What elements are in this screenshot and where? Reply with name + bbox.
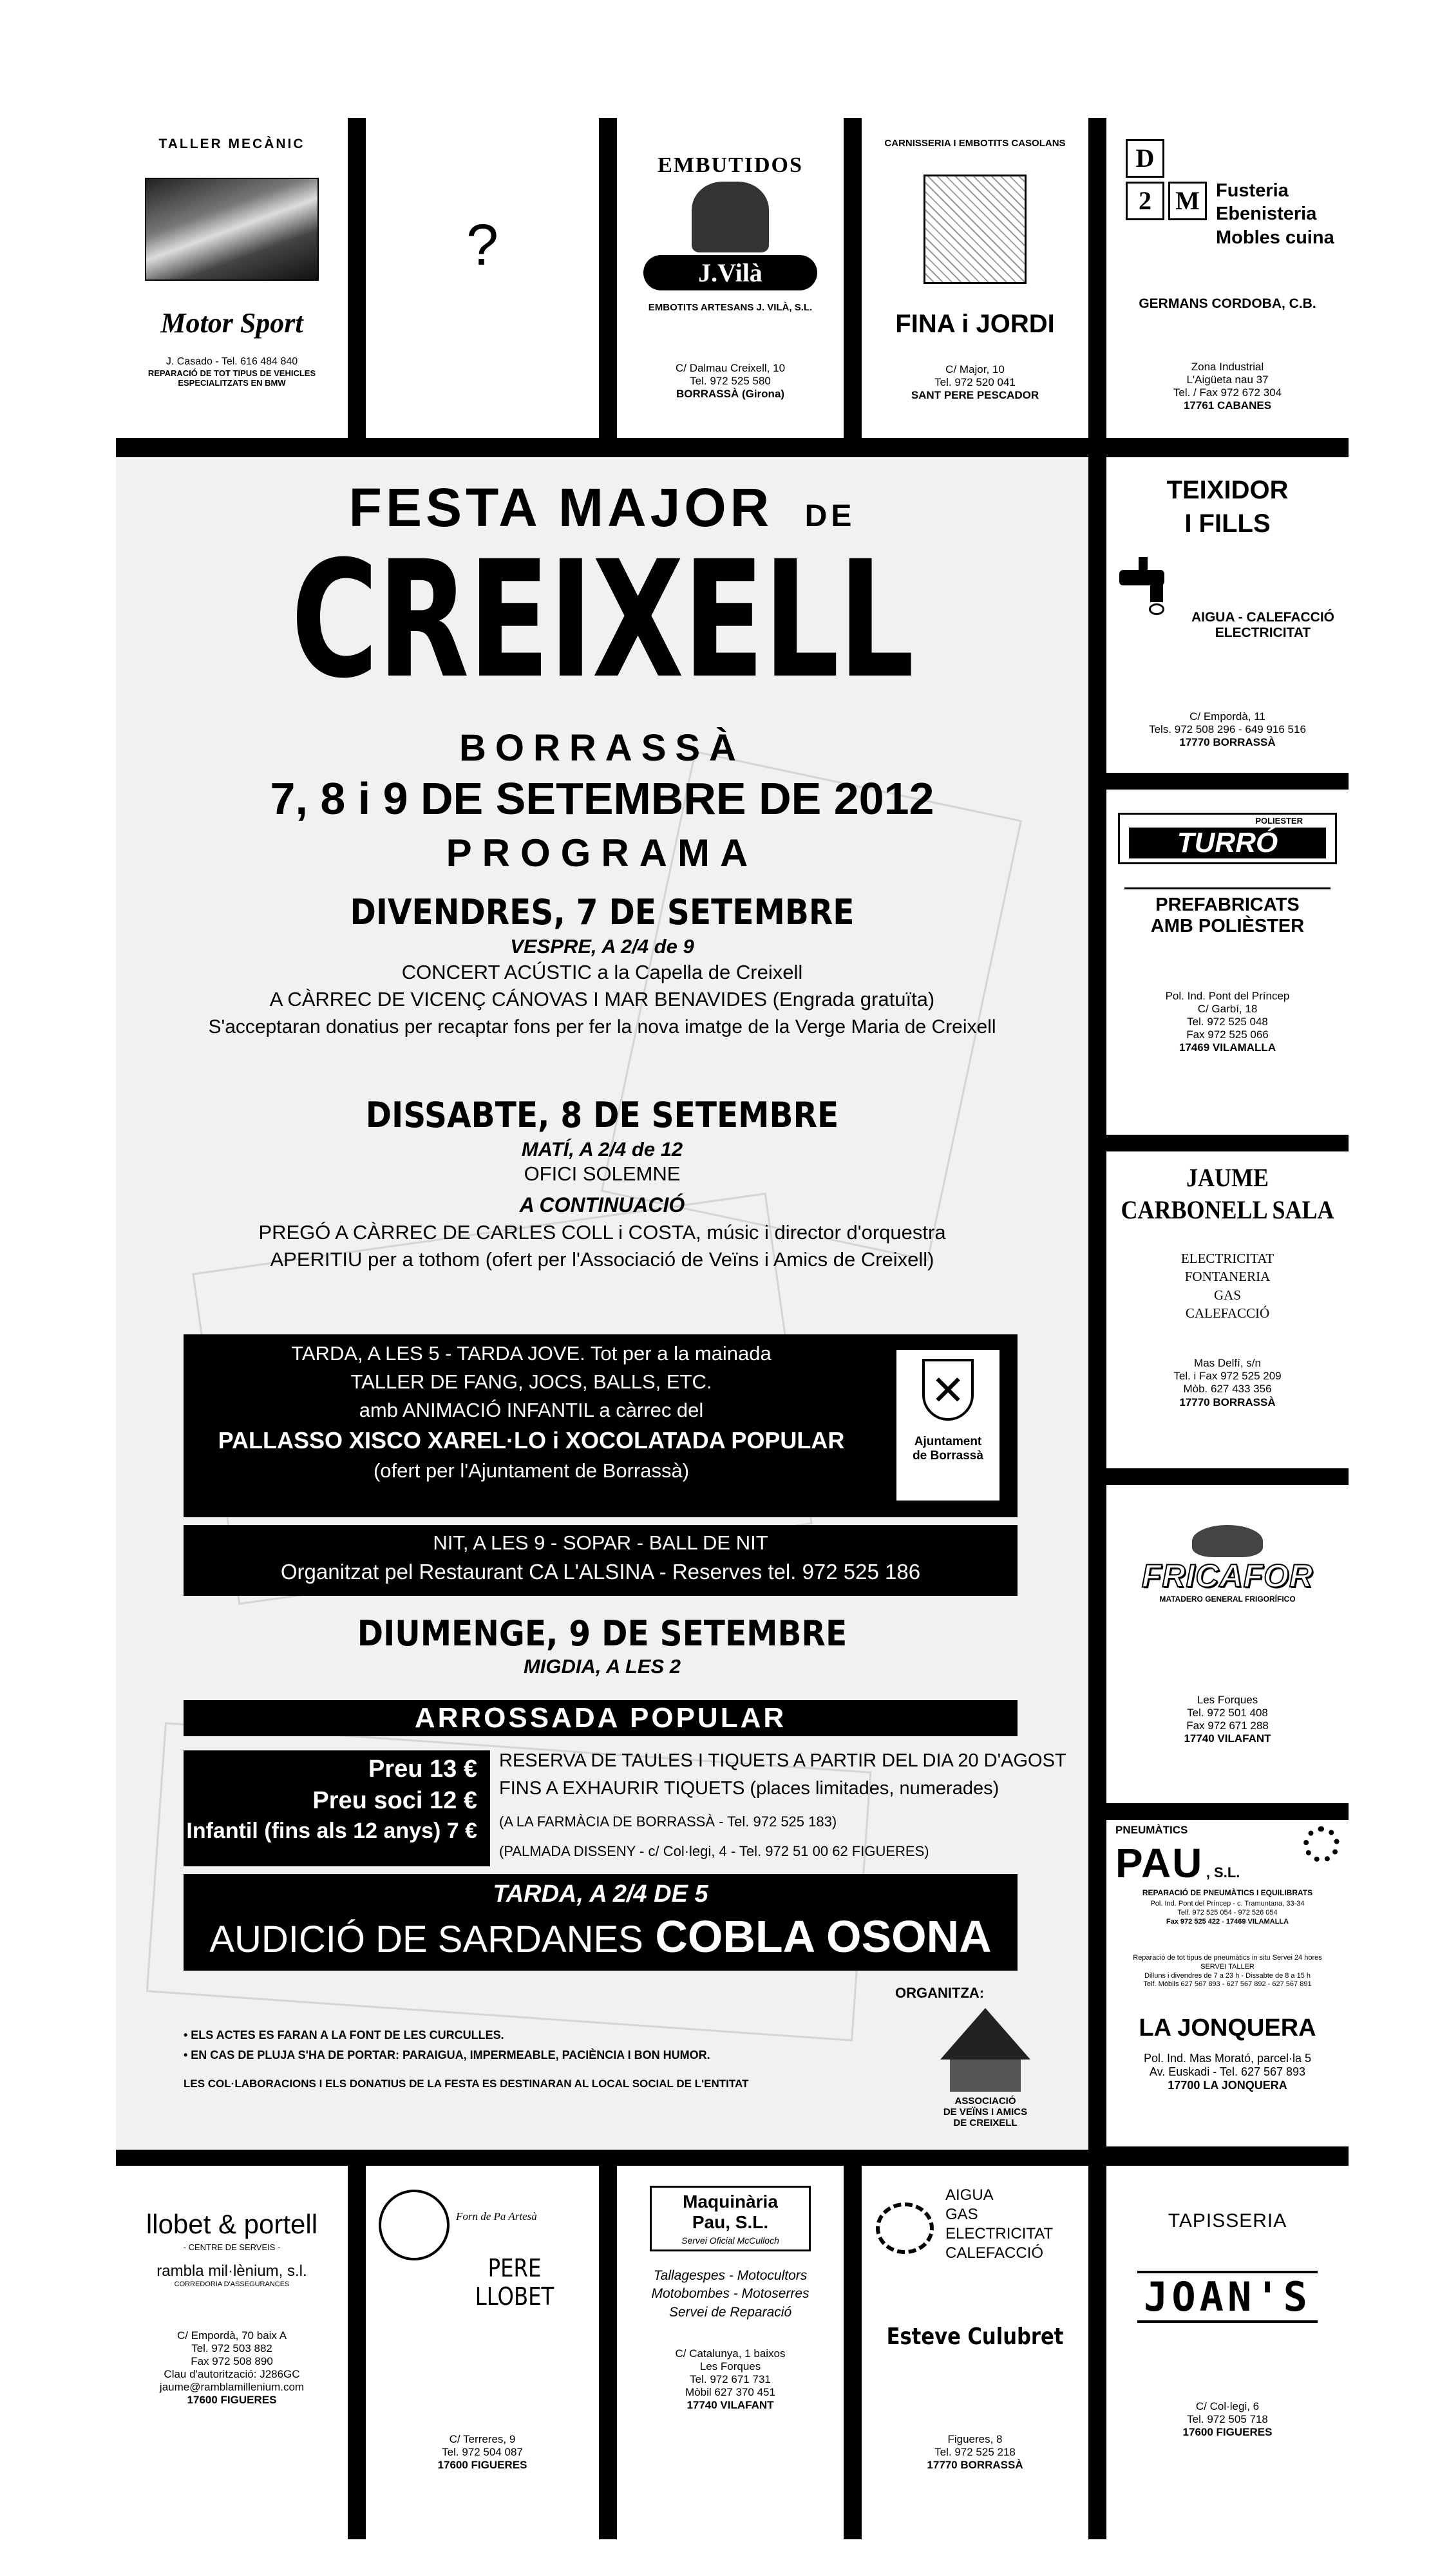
- pere-name: PERE LLOBET: [475, 2254, 554, 2311]
- name-line: JAUME: [1186, 1163, 1269, 1192]
- bull-logo-icon: [1192, 1525, 1263, 1557]
- reserva-line: (PALMADA DISSENY - c/ Col·legi, 4 - Tel. 972 51 00 62 FIGUERES): [499, 1843, 929, 1859]
- ad-line: L'Aigüeta nau 37: [1186, 374, 1269, 386]
- question-mark: ?: [466, 213, 499, 278]
- service-line: Mobles cuina: [1216, 227, 1334, 248]
- ad-line: REPARACIÓ DE TOT TIPUS DE VEHICLES: [147, 368, 316, 378]
- poster-programa: PROGRAMA: [446, 831, 759, 875]
- tarda-jove-box: [184, 1334, 1018, 1517]
- sub-line: Servei Oficial McCulloch: [681, 2235, 779, 2246]
- festa-major-text: FESTA MAJOR: [348, 477, 773, 538]
- maquinaria-logo: [650, 2186, 811, 2251]
- reserva-line: RESERVA DE TAULES I TIQUETS A PARTIR DEL DIA 20 D'AGOST: [499, 1750, 1066, 1771]
- service-line: ELECTRICITAT: [1215, 625, 1311, 640]
- event-line: APERITIU per a tothom (ofert per l'Associació de Veïns i Amics de Creixell): [270, 1248, 934, 1271]
- divider: [348, 2166, 366, 2539]
- service-line: AMB POLIÈSTER: [1150, 916, 1305, 936]
- ad-carbonell: [1106, 1153, 1349, 1467]
- de-text: DE: [804, 499, 856, 533]
- arrossada-banner: ARROSSADA POPULAR: [184, 1700, 1018, 1736]
- service-line: ELECTRICITAT: [1180, 1251, 1274, 1266]
- box-line: NIT, A LES 9 - SOPAR - BALL DE NIT: [433, 1531, 768, 1554]
- tap-icon: [1119, 557, 1177, 615]
- box-line: TALLER DE FANG, JOCS, BALLS, ETC.: [350, 1370, 712, 1393]
- logo-text: PAU: [1115, 1840, 1204, 1886]
- ad-line: Tel. 972 525 580: [690, 375, 771, 388]
- ad-line: Clau d'autorització: J286GC: [164, 2368, 300, 2381]
- assoc-text: ASSOCIACIÓ: [954, 2096, 1016, 2107]
- poster-town: BORRASSÀ: [459, 727, 745, 769]
- ad-address: [862, 2433, 1088, 2472]
- esteve-services: [945, 2186, 1053, 2263]
- pau-extra: [1106, 1954, 1349, 1989]
- ad-line: Tel. 972 520 041: [934, 376, 1016, 389]
- ad-maquinaria: [617, 2177, 844, 2537]
- ad-line: Tel. 972 525 048: [1187, 1016, 1268, 1028]
- teixidor-name: [1106, 473, 1349, 540]
- day3-section: [116, 1613, 1088, 1678]
- llobet-sub: - CENTRE DE SERVEIS -: [183, 2242, 281, 2252]
- ad-turro: [1106, 792, 1349, 1132]
- logo-text: llobet: [146, 2209, 211, 2239]
- logo-text: Ajuntament: [914, 1435, 982, 1448]
- service-line: ELECTRICITAT: [945, 2225, 1054, 2242]
- ad-line: Tel. 972 501 408: [1187, 1707, 1268, 1719]
- carbonell-services: [1106, 1249, 1349, 1322]
- carbonell-name: [1119, 1162, 1336, 1226]
- ad-line: Fax 972 525 066: [1186, 1028, 1269, 1041]
- service-line: CALEFACCIÓ: [945, 2244, 1044, 2262]
- fina-jordi-name: FINA i JORDI: [895, 310, 1055, 338]
- event-line: CONCERT ACÚSTIC a la Capella de Creixell: [401, 961, 803, 983]
- logo-text: TURRÓ: [1129, 828, 1326, 858]
- ad-line: Pol. Ind. Pont del Príncep - c. Tramuntana, 33-34: [1150, 1900, 1305, 1908]
- logo-letter: 2: [1126, 182, 1164, 220]
- note-line: LES COL·LABORACIONS I ELS DONATIUS DE LA FESTA ES DESTINARAN AL LOCAL SOCIAL DE L'ENTITAT: [184, 2078, 749, 2090]
- ad-line: Les Forques: [699, 2360, 761, 2373]
- rambla-sub: CORREDORIA D'ASSEGURANCES: [174, 2280, 290, 2288]
- ad-line: Pol. Ind. Mas Morató, parcel·la 5: [1143, 2052, 1312, 2065]
- ad-address: [617, 362, 844, 401]
- turro-logo: [1118, 813, 1337, 864]
- ad-line: 17600 FIGUERES: [1182, 2426, 1273, 2439]
- ad-line: 17740 VILAFANT: [687, 2399, 774, 2412]
- ad-teixidor: [1106, 460, 1349, 770]
- ad-line: J. Casado - Tel. 616 484 840: [166, 356, 298, 367]
- ad-line: C/ Empordà, 11: [1189, 710, 1265, 723]
- tyre-icon: [1303, 1826, 1340, 1862]
- baker-logo-icon: [379, 2190, 450, 2260]
- ad-line: Telf. 972 525 054 - 972 526 054: [1177, 1908, 1278, 1917]
- name-line: CARBONELL SALA: [1121, 1195, 1334, 1224]
- sardanes-box: [184, 1874, 1018, 1971]
- divider: [844, 2166, 862, 2539]
- service-line: Motobombes - Motoserres: [651, 2286, 810, 2302]
- ad-address: [1106, 361, 1349, 412]
- name-line: I FILLS: [1184, 509, 1271, 538]
- ad-fina-jordi: [862, 129, 1088, 431]
- ad-line: 17600 FIGUERES: [437, 2459, 527, 2472]
- name-line: TEIXIDOR: [1166, 476, 1289, 504]
- box-line: Organitzat pel Restaurant CA L'ALSINA - Reserves tel. 972 525 186: [280, 1560, 921, 1584]
- ajuntament-logo: [895, 1349, 1001, 1502]
- ad-line: C/ Col·legi, 6: [1195, 2400, 1260, 2412]
- box-line: PALLASSO XISCO XAREL·LO i XOCOLATADA POPULAR: [218, 1427, 845, 1454]
- joans-logo: JOAN'S: [1137, 2271, 1318, 2323]
- logo-text: portell: [243, 2209, 318, 2239]
- ad-address: [1106, 2400, 1349, 2439]
- logo-small: POLIESTER: [1255, 816, 1303, 826]
- divider: [348, 118, 366, 438]
- ad-line: Dilluns i divendres de 7 a 23 h - Dissabte de 8 a 15 h: [1144, 1971, 1311, 1980]
- event-line: A CONTINUACIÓ: [519, 1193, 685, 1217]
- ad-pere-llobet: [366, 2177, 599, 2537]
- ad-line: C/ Garbí, 18: [1197, 1003, 1258, 1016]
- service-line: Ebenisteria: [1216, 204, 1317, 225]
- ad-line: Figueres, 8: [947, 2433, 1003, 2445]
- service-line: GAS: [1213, 1287, 1241, 1303]
- divider: [1106, 1803, 1349, 1820]
- event-line: OFICI SOLEMNE: [524, 1162, 681, 1185]
- ad-joans: [1106, 2177, 1349, 2537]
- ad-line: Fax 972 671 288: [1186, 1719, 1269, 1732]
- ad-address: [116, 356, 348, 388]
- service-line: PREFABRICATS: [1155, 895, 1300, 915]
- ad-line: Tel. 972 525 218: [934, 2446, 1016, 2459]
- ad-address: [116, 2329, 348, 2407]
- race-car-photo: [145, 178, 319, 281]
- ad-line: 17700 LA JONQUERA: [1168, 2079, 1287, 2092]
- embutidos-banner: J.Vilà: [643, 255, 817, 290]
- house-icon: [940, 2008, 1030, 2060]
- divider: [599, 2166, 617, 2539]
- service-line: GAS: [945, 2206, 978, 2223]
- event-line: PREGÓ A CÀRREC DE CARLES COLL i COSTA, músic i director d'orquestra: [258, 1221, 946, 1244]
- ad-line: Av. Euskadi - Tel. 627 567 893: [1149, 2065, 1306, 2079]
- service-line: AIGUA - CALEFACCIÓ: [1191, 610, 1335, 625]
- organitza-label: ORGANITZA:: [895, 1985, 985, 2001]
- event-line: A CÀRREC DE VICENÇ CÁNOVAS I MAR BENAVIDES (Engrada gratuïta): [269, 988, 935, 1010]
- ad-line: Les Forques: [1197, 1694, 1258, 1706]
- ad-line: ESPECIALITZATS EN BMW: [178, 378, 286, 388]
- d2m-services: [1216, 179, 1334, 249]
- divider: [1106, 773, 1349, 790]
- name-line: Pau, S.L.: [692, 2212, 769, 2232]
- poster-notes: [184, 2029, 828, 2090]
- shield-icon: ✕: [922, 1359, 974, 1421]
- audicio-text: AUDICIÓ DE SARDANES: [209, 1918, 643, 1960]
- price-line: Infantil (fins als 12 anys) 7 €: [186, 1819, 477, 1843]
- box-line: TARDA, A LES 5 - TARDA JOVE. Tot per a la mainada: [291, 1342, 772, 1365]
- nit-box: [184, 1525, 1018, 1596]
- ad-header: TALLER MECÀNIC: [158, 137, 305, 151]
- poster-title-main: CREIXELL: [290, 526, 914, 714]
- reserva-line: (A LA FARMÀCIA DE BORRASSÀ - Tel. 972 525 183): [499, 1814, 837, 1830]
- ad-line: jaume@ramblamillenium.com: [159, 2381, 305, 2394]
- ad-line: Reparació de tot tipus de pneumàtics in situ Servei 24 hores: [1133, 1954, 1322, 1962]
- cobla-text: COBLA OSONA: [655, 1911, 992, 1962]
- day-heading: DISSABTE, 8 DE SETEMBRE: [365, 1095, 839, 1135]
- ad-d2m: [1106, 129, 1349, 431]
- ad-line: Tel. 972 505 718: [1187, 2413, 1268, 2426]
- ad-line: SANT PERE PESCADOR: [911, 389, 1039, 402]
- embutidos-arc: EMBUTIDOS: [658, 153, 803, 177]
- event-time: MIGDIA, A LES 2: [523, 1655, 681, 1678]
- house-body: [950, 2060, 1021, 2092]
- logo-text: de Borrassà: [913, 1449, 983, 1463]
- ad-address: [617, 2347, 844, 2412]
- logo-letter: M: [1168, 182, 1207, 220]
- divider: [1106, 1468, 1349, 1485]
- motorsport-logo: Motor Sport: [160, 307, 303, 339]
- ad-line: Pol. Ind. Pont del Príncep: [1165, 990, 1290, 1002]
- logo-letter: D: [1126, 139, 1164, 178]
- ad-address: [1106, 1694, 1349, 1745]
- ad-line: 17770 BORRASSÀ: [1179, 1396, 1276, 1408]
- ad-header: PNEUMÀTICS: [1115, 1824, 1188, 1836]
- ad-pau: [1106, 1821, 1349, 2146]
- ad-line: Mòbil 627 370 451: [685, 2386, 775, 2399]
- d2m-company: GERMANS CORDOBA, C.B.: [1139, 296, 1316, 311]
- assoc-logo: [902, 2008, 1069, 2137]
- ad-line: SERVEI TALLER: [1200, 1962, 1255, 1971]
- fricafor-tagline: MATADERO GENERAL FRIGORÍFICO: [1159, 1595, 1296, 1604]
- service-line: CALEFACCIÓ: [1185, 1305, 1270, 1321]
- flame-logo-icon: [876, 2202, 934, 2254]
- ad-line: C/ Catalunya, 1 baixos: [675, 2347, 786, 2360]
- ad-address: [1106, 1900, 1349, 1926]
- joans-header: TAPISSERIA: [1168, 2210, 1287, 2231]
- esteve-name: Esteve Culubret: [886, 2324, 1064, 2350]
- pere-header: Forn de Pa Artesà: [456, 2210, 537, 2222]
- service-line: Servei de Reparació: [668, 2304, 792, 2320]
- ad-line: Fax 972 508 890: [191, 2355, 273, 2368]
- ad-llobet-portell: [116, 2177, 348, 2537]
- ad-line: C/ Major, 10: [945, 363, 1005, 375]
- service-line: FONTANERIA: [1184, 1269, 1271, 1285]
- note-line: • EN CAS DE PLUJA S'HA DE PORTAR: PARAIGUA, IMPERMEABLE, PACIÈNCIA I BON HUMOR.: [184, 2049, 710, 2061]
- teixidor-services: [1177, 610, 1349, 641]
- ad-line: BORRASSÀ (Girona): [676, 388, 785, 401]
- assoc-text: DE VEÏNS I AMICS: [943, 2107, 1028, 2117]
- ad-line: Mòb. 627 433 356: [1183, 1383, 1272, 1396]
- ad-unknown: [366, 129, 599, 431]
- service-line: Tallagespes - Motocultors: [653, 2268, 808, 2283]
- ad-line: C/ Terreres, 9: [449, 2433, 516, 2445]
- ad-line: 17600 FIGUERES: [187, 2394, 277, 2407]
- divider: [1106, 1135, 1349, 1151]
- prices-box: [184, 1750, 490, 1866]
- day-heading: DIVENDRES, 7 DE SETEMBRE: [350, 892, 855, 933]
- poster-dates: 7, 8 i 9 DE SETEMBRE DE 2012: [270, 773, 934, 824]
- price-line: Preu soci 12 €: [312, 1787, 477, 1814]
- box-line: (ofert per l'Ajuntament de Borrassà): [373, 1459, 690, 1482]
- ad-line: Tel. i Fax 972 525 209: [1173, 1370, 1282, 1383]
- ad-embutidos: [617, 129, 844, 431]
- box-line: amb ANIMACIÓ INFANTIL a càrrec del: [359, 1399, 704, 1421]
- pig-logo-icon: [692, 182, 769, 252]
- divider: [116, 438, 1349, 457]
- pau-branch: LA JONQUERA: [1139, 2014, 1316, 2041]
- logo-amp: &: [218, 2209, 236, 2239]
- divider: [1088, 118, 1106, 2539]
- name-line: Maquinària: [683, 2192, 778, 2211]
- butcher-illustration-icon: [923, 175, 1027, 284]
- ad-line: Tel. 972 504 087: [442, 2446, 523, 2459]
- ad-address: [1106, 710, 1349, 749]
- price-line: Preu 13 €: [368, 1756, 477, 1783]
- ad-address: [1106, 1357, 1349, 1408]
- ad-line: Tel. / Fax 972 672 304: [1173, 386, 1282, 399]
- service-line: Fusteria: [1216, 180, 1289, 201]
- pau-logo: [1115, 1839, 1240, 1887]
- rambla-name: rambla mil·lènium, s.l.: [156, 2262, 307, 2280]
- ad-address: [862, 363, 1088, 402]
- day1-section: [116, 892, 1088, 1038]
- ad-line: Mas Delfí, s/n: [1194, 1357, 1261, 1370]
- pau-tagline: REPARACIÓ DE PNEUMÀTICS I EQUILIBRATS: [1142, 1888, 1313, 1897]
- ad-line: 17740 VILAFANT: [1184, 1732, 1271, 1745]
- reserva-line: FINS A EXHAURIR TIQUETS (places limitades, numerades): [499, 1778, 999, 1799]
- ad-address: [1106, 990, 1349, 1054]
- ad-line: C/ Empordà, 70 baix A: [176, 2329, 287, 2342]
- ad-line: Zona Industrial: [1191, 361, 1264, 373]
- event-line: S'acceptaran donatius per recaptar fons per fer la nova imatge de la Verge Maria de Creixell: [208, 1016, 996, 1037]
- ad-line: C/ Dalmau Creixell, 10: [675, 362, 786, 374]
- ad-header: CARNISSERIA I EMBOTITS CASOLANS: [884, 138, 1066, 149]
- ad-line: Fax 972 525 422 - 17469 VILAMALLA: [1166, 1917, 1289, 1926]
- event-time: VESPRE, A 2/4 de 9: [510, 935, 694, 958]
- event-time: TARDA, A 2/4 DE 5: [493, 1880, 708, 1908]
- ad-address: [1106, 2052, 1349, 2093]
- logo-suffix: , S.L.: [1206, 1864, 1240, 1880]
- d2m-logo: [1126, 139, 1200, 223]
- divider: [599, 118, 617, 438]
- ad-address: [366, 2433, 599, 2472]
- maquinaria-services: [617, 2267, 844, 2322]
- ad-line: 17761 CABANES: [1183, 399, 1272, 412]
- ad-subtitle: EMBOTITS ARTESANS J. VILÀ, S.L.: [648, 302, 813, 313]
- note-line: • ELS ACTES ES FARAN A LA FONT DE LES CURCULLES.: [184, 2029, 504, 2041]
- ad-line: Tel. 972 503 882: [191, 2342, 272, 2355]
- ad-line: Tels. 972 508 296 - 649 916 516: [1149, 723, 1306, 736]
- ad-line: 17770 BORRASSÀ: [927, 2459, 1023, 2472]
- service-line: AIGUA: [945, 2186, 994, 2204]
- llobet-logo: [116, 2209, 348, 2240]
- ad-line: Tel. 972 671 731: [690, 2373, 771, 2386]
- fricafor-logo: FRICAFOR: [1141, 1558, 1314, 1594]
- ad-motorsport: [116, 129, 348, 431]
- assoc-text: DE CREIXELL: [953, 2117, 1018, 2128]
- ad-line: 17770 BORRASSÀ: [1179, 736, 1276, 749]
- ad-line: 17469 VILAMALLA: [1179, 1041, 1276, 1054]
- ad-fricafor: [1106, 1486, 1349, 1802]
- divider: [844, 118, 862, 438]
- event-time: MATÍ, A 2/4 de 12: [521, 1138, 683, 1160]
- day2-section: [116, 1095, 1088, 1271]
- day-heading: DIUMENGE, 9 DE SETEMBRE: [357, 1613, 848, 1654]
- ad-esteve: [862, 2177, 1088, 2537]
- turro-services: [1106, 895, 1349, 937]
- reserva-info: [499, 1750, 1079, 1860]
- ad-line: Telf. Mòbils 627 567 893 - 627 567 892 - 627 567 891: [1143, 1980, 1312, 1989]
